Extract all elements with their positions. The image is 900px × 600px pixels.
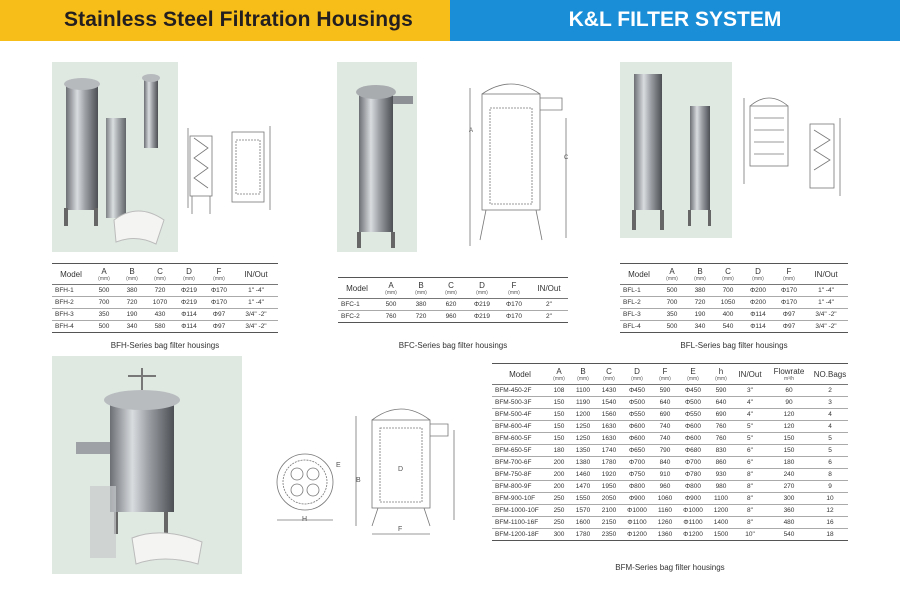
bfc-header-a: A (mm) bbox=[376, 278, 406, 299]
table-cell: 250 bbox=[548, 517, 570, 529]
table-cell: 8 bbox=[812, 469, 848, 481]
table-row bbox=[492, 409, 848, 421]
table-row bbox=[52, 321, 278, 333]
table-cell: 5" bbox=[734, 433, 766, 445]
table-cell: 960 bbox=[652, 481, 678, 493]
table-cell: 1200 bbox=[570, 409, 596, 421]
table-cell: 250 bbox=[548, 505, 570, 517]
table-cell: BFC-2 bbox=[338, 311, 376, 323]
table-row bbox=[492, 481, 848, 493]
table-cell: Φ800 bbox=[622, 481, 652, 493]
table-cell: 500 bbox=[658, 285, 686, 297]
table-cell: 6 bbox=[812, 457, 848, 469]
bfh-header-d: D (mm) bbox=[174, 264, 204, 285]
table-cell: 150 bbox=[766, 433, 812, 445]
table-cell: 1400 bbox=[708, 517, 734, 529]
table-cell: 2" bbox=[530, 311, 568, 323]
table-cell: 1070 bbox=[146, 297, 174, 309]
table-cell: 5 bbox=[812, 433, 848, 445]
table-cell: 640 bbox=[652, 397, 678, 409]
table-cell: 500 bbox=[658, 321, 686, 333]
table-cell: 1380 bbox=[570, 457, 596, 469]
table-cell: 720 bbox=[118, 297, 146, 309]
table-cell: 1360 bbox=[652, 529, 678, 541]
table-cell: 700 bbox=[714, 285, 742, 297]
table-cell: 1570 bbox=[570, 505, 596, 517]
bfl-product-photo bbox=[620, 62, 732, 238]
table-cell: 540 bbox=[714, 321, 742, 333]
bfl-header-in-out: IN/Out bbox=[804, 264, 848, 285]
label-d: D bbox=[398, 466, 404, 473]
bfl-technical-drawing bbox=[740, 88, 846, 204]
table-cell: 1500 bbox=[708, 529, 734, 541]
bfl-spec-table bbox=[620, 263, 848, 333]
table-cell: 1060 bbox=[652, 493, 678, 505]
table-cell: 1250 bbox=[570, 421, 596, 433]
bfh-technical-drawing bbox=[184, 118, 276, 220]
table-cell: 10" bbox=[734, 529, 766, 541]
table-cell: BFL-1 bbox=[620, 285, 658, 297]
table-row bbox=[492, 505, 848, 517]
table-cell: Φ780 bbox=[678, 469, 708, 481]
table-cell: 6" bbox=[734, 457, 766, 469]
table-cell: 1200 bbox=[708, 505, 734, 517]
bfh-header-model: Model bbox=[52, 264, 90, 285]
table-cell: 430 bbox=[146, 309, 174, 321]
table-cell: 500 bbox=[90, 285, 118, 297]
bfm-header-in-out: IN/Out bbox=[734, 364, 766, 385]
table-cell: Φ700 bbox=[622, 457, 652, 469]
bfc-header-f: F (mm) bbox=[498, 278, 530, 299]
table-cell: 350 bbox=[90, 309, 118, 321]
bfc-header-model: Model bbox=[338, 278, 376, 299]
table-cell: 540 bbox=[766, 529, 812, 541]
table-cell: 200 bbox=[548, 481, 570, 493]
table-cell: 200 bbox=[548, 457, 570, 469]
table-cell: 760 bbox=[708, 421, 734, 433]
table-cell: 1780 bbox=[596, 457, 622, 469]
table-cell: Φ200 bbox=[742, 297, 774, 309]
table-cell: 1" -4" bbox=[234, 285, 278, 297]
table-cell: 180 bbox=[766, 457, 812, 469]
table-cell: Φ170 bbox=[204, 297, 234, 309]
table-cell: BFL-2 bbox=[620, 297, 658, 309]
table-cell: 8" bbox=[734, 481, 766, 493]
table-cell: 380 bbox=[686, 285, 714, 297]
table-cell: 830 bbox=[708, 445, 734, 457]
table-cell: 930 bbox=[708, 469, 734, 481]
table-row bbox=[620, 321, 848, 333]
table-cell: 120 bbox=[766, 409, 812, 421]
table-cell: Φ170 bbox=[498, 311, 530, 323]
label-c: C bbox=[564, 155, 569, 161]
table-cell: 760 bbox=[708, 433, 734, 445]
table-cell: Φ219 bbox=[466, 299, 498, 311]
table-cell: Φ800 bbox=[678, 481, 708, 493]
table-cell: 190 bbox=[686, 309, 714, 321]
bfl-header-c: C (mm) bbox=[714, 264, 742, 285]
table-cell: Φ97 bbox=[774, 321, 804, 333]
table-cell: 700 bbox=[90, 297, 118, 309]
table-cell: Φ650 bbox=[622, 445, 652, 457]
table-cell: 4 bbox=[812, 421, 848, 433]
table-cell: 150 bbox=[548, 421, 570, 433]
table-row bbox=[492, 385, 848, 397]
table-cell: Φ114 bbox=[174, 321, 204, 333]
table-cell: Φ700 bbox=[678, 457, 708, 469]
table-cell: 180 bbox=[548, 445, 570, 457]
table-cell: 270 bbox=[766, 481, 812, 493]
table-cell: 1430 bbox=[596, 385, 622, 397]
table-cell: BFH-1 bbox=[52, 285, 90, 297]
table-cell: 16 bbox=[812, 517, 848, 529]
bfl-header-f: F (mm) bbox=[774, 264, 804, 285]
table-cell: 400 bbox=[714, 309, 742, 321]
table-cell: 480 bbox=[766, 517, 812, 529]
table-cell: BFC-1 bbox=[338, 299, 376, 311]
table-cell: 690 bbox=[652, 409, 678, 421]
table-cell: 1" -4" bbox=[804, 285, 848, 297]
table-row bbox=[52, 309, 278, 321]
table-cell: 1" -4" bbox=[804, 297, 848, 309]
table-cell: 12 bbox=[812, 505, 848, 517]
table-cell: 840 bbox=[652, 457, 678, 469]
bfm-top-view-drawing bbox=[271, 446, 343, 526]
table-cell: 1550 bbox=[570, 493, 596, 505]
table-cell: 240 bbox=[766, 469, 812, 481]
table-cell: 190 bbox=[118, 309, 146, 321]
table-cell: Φ900 bbox=[678, 493, 708, 505]
bfm-side-view-drawing bbox=[348, 390, 468, 540]
table-cell: 1050 bbox=[714, 297, 742, 309]
table-cell: 5 bbox=[812, 445, 848, 457]
table-cell: 500 bbox=[376, 299, 406, 311]
table-cell: 1600 bbox=[570, 517, 596, 529]
table-cell: 1470 bbox=[570, 481, 596, 493]
table-cell: 690 bbox=[708, 409, 734, 421]
table-cell: BFM-1200-18F bbox=[492, 529, 548, 541]
table-cell: 1630 bbox=[596, 421, 622, 433]
table-cell: 910 bbox=[652, 469, 678, 481]
table-row bbox=[492, 445, 848, 457]
table-cell: 2050 bbox=[596, 493, 622, 505]
table-cell: Φ550 bbox=[622, 409, 652, 421]
bfc-caption: BFC-Series bag filter housings bbox=[398, 341, 508, 350]
table-cell: 150 bbox=[548, 433, 570, 445]
table-cell: 580 bbox=[146, 321, 174, 333]
table-cell: Φ219 bbox=[174, 285, 204, 297]
bfl-header-a: A (mm) bbox=[658, 264, 686, 285]
table-cell: Φ600 bbox=[622, 421, 652, 433]
table-cell: 60 bbox=[766, 385, 812, 397]
table-cell: 500 bbox=[90, 321, 118, 333]
table-cell: BFL-4 bbox=[620, 321, 658, 333]
table-row bbox=[492, 493, 848, 505]
table-cell: 9 bbox=[812, 481, 848, 493]
table-row bbox=[492, 529, 848, 541]
table-cell: 3/4" -2" bbox=[234, 309, 278, 321]
bfc-header-c: C (mm) bbox=[436, 278, 466, 299]
table-cell: 300 bbox=[548, 529, 570, 541]
table-cell: 740 bbox=[652, 433, 678, 445]
table-row bbox=[52, 285, 278, 297]
bfm-header-model: Model bbox=[492, 364, 548, 385]
table-cell: Φ97 bbox=[204, 309, 234, 321]
table-cell: 1920 bbox=[596, 469, 622, 481]
table-cell: 1740 bbox=[596, 445, 622, 457]
table-cell: 150 bbox=[548, 397, 570, 409]
table-cell: Φ500 bbox=[678, 397, 708, 409]
table-cell: 3/4" -2" bbox=[804, 309, 848, 321]
table-cell: Φ900 bbox=[622, 493, 652, 505]
table-cell: BFL-3 bbox=[620, 309, 658, 321]
table-cell: 8" bbox=[734, 493, 766, 505]
table-cell: BFM-900-10F bbox=[492, 493, 548, 505]
table-cell: Φ97 bbox=[204, 321, 234, 333]
table-cell: 590 bbox=[652, 385, 678, 397]
bfh-header-b: B (mm) bbox=[118, 264, 146, 285]
table-cell: 1160 bbox=[652, 505, 678, 517]
bfc-spec-table bbox=[338, 277, 568, 323]
label-b: B bbox=[356, 477, 361, 484]
table-cell: Φ97 bbox=[774, 309, 804, 321]
table-cell: 8" bbox=[734, 505, 766, 517]
table-cell: 380 bbox=[118, 285, 146, 297]
table-cell: 1560 bbox=[596, 409, 622, 421]
table-cell: 640 bbox=[708, 397, 734, 409]
bfc-header-d: D (mm) bbox=[466, 278, 498, 299]
table-cell: Φ1200 bbox=[678, 529, 708, 541]
table-cell: Φ1200 bbox=[622, 529, 652, 541]
table-cell: 2150 bbox=[596, 517, 622, 529]
bfh-caption: BFH-Series bag filter housings bbox=[110, 341, 220, 350]
table-cell: 1100 bbox=[570, 385, 596, 397]
bfl-header-model: Model bbox=[620, 264, 658, 285]
table-cell: Φ450 bbox=[622, 385, 652, 397]
bfh-spec-table bbox=[52, 263, 278, 333]
table-cell: 150 bbox=[548, 409, 570, 421]
table-row bbox=[338, 311, 568, 323]
table-cell: Φ450 bbox=[678, 385, 708, 397]
page-title: Stainless Steel Filtration Housings bbox=[64, 8, 413, 31]
table-cell: 8" bbox=[734, 517, 766, 529]
table-cell: 700 bbox=[658, 297, 686, 309]
bfl-header-d: D (mm) bbox=[742, 264, 774, 285]
table-cell: 1630 bbox=[596, 433, 622, 445]
label-a: A bbox=[469, 128, 474, 134]
table-cell: 720 bbox=[406, 311, 436, 323]
table-cell: 4" bbox=[734, 409, 766, 421]
table-cell: 2 bbox=[812, 385, 848, 397]
bfc-technical-drawing bbox=[462, 68, 572, 252]
table-cell: 10 bbox=[812, 493, 848, 505]
table-cell: 5" bbox=[734, 421, 766, 433]
table-cell: BFM-600-4F bbox=[492, 421, 548, 433]
bfm-product-photo bbox=[52, 356, 242, 574]
brand-title: K&L FILTER SYSTEM bbox=[568, 8, 782, 31]
table-cell: 8" bbox=[734, 469, 766, 481]
bfm-header-c: C (mm) bbox=[596, 364, 622, 385]
table-cell: 250 bbox=[548, 493, 570, 505]
bfh-header-a: A (mm) bbox=[90, 264, 118, 285]
table-row bbox=[620, 309, 848, 321]
table-cell: 3" bbox=[734, 385, 766, 397]
table-cell: 4 bbox=[812, 409, 848, 421]
table-cell: 3 bbox=[812, 397, 848, 409]
table-cell: 2350 bbox=[596, 529, 622, 541]
table-cell: 200 bbox=[548, 469, 570, 481]
header-band-right bbox=[450, 0, 900, 41]
bfm-header-no-bags: NO.Bags bbox=[812, 364, 848, 385]
bfh-header-c: C (mm) bbox=[146, 264, 174, 285]
table-cell: Φ170 bbox=[774, 285, 804, 297]
table-cell: Φ600 bbox=[622, 433, 652, 445]
table-cell: BFH-4 bbox=[52, 321, 90, 333]
table-cell: 1540 bbox=[596, 397, 622, 409]
bfc-header-b: B (mm) bbox=[406, 278, 436, 299]
table-cell: 360 bbox=[766, 505, 812, 517]
table-cell: 1950 bbox=[596, 481, 622, 493]
bfc-header-in-out: IN/Out bbox=[530, 278, 568, 299]
table-cell: 350 bbox=[658, 309, 686, 321]
bfm-header-b: B (mm) bbox=[570, 364, 596, 385]
table-cell: Φ170 bbox=[774, 297, 804, 309]
table-cell: 150 bbox=[766, 445, 812, 457]
table-cell: Φ219 bbox=[174, 297, 204, 309]
table-cell: Φ170 bbox=[204, 285, 234, 297]
table-cell: 2100 bbox=[596, 505, 622, 517]
table-cell: 980 bbox=[708, 481, 734, 493]
bfc-product-photo bbox=[337, 62, 417, 252]
table-cell: Φ680 bbox=[678, 445, 708, 457]
bfl-header-b: B (mm) bbox=[686, 264, 714, 285]
table-cell: 1" -4" bbox=[234, 297, 278, 309]
table-cell: BFM-1000-10F bbox=[492, 505, 548, 517]
bfm-caption: BFM-Series bag filter housings bbox=[615, 563, 725, 572]
table-cell: 1100 bbox=[708, 493, 734, 505]
table-cell: 720 bbox=[686, 297, 714, 309]
table-cell: BFM-700-6F bbox=[492, 457, 548, 469]
table-cell: 3/4" -2" bbox=[804, 321, 848, 333]
table-cell: 340 bbox=[686, 321, 714, 333]
table-cell: 2" bbox=[530, 299, 568, 311]
bfh-product-photo bbox=[52, 62, 178, 252]
table-cell: Φ750 bbox=[622, 469, 652, 481]
table-cell: 740 bbox=[652, 421, 678, 433]
table-cell: Φ500 bbox=[622, 397, 652, 409]
table-cell: BFM-450-2F bbox=[492, 385, 548, 397]
table-cell: 120 bbox=[766, 421, 812, 433]
table-cell: Φ550 bbox=[678, 409, 708, 421]
table-cell: Φ1100 bbox=[622, 517, 652, 529]
table-cell: 860 bbox=[708, 457, 734, 469]
table-row bbox=[492, 397, 848, 409]
table-cell: Φ600 bbox=[678, 421, 708, 433]
table-cell: Φ200 bbox=[742, 285, 774, 297]
table-row bbox=[492, 469, 848, 481]
table-row bbox=[52, 297, 278, 309]
table-cell: 300 bbox=[766, 493, 812, 505]
table-cell: Φ114 bbox=[742, 321, 774, 333]
table-cell: 18 bbox=[812, 529, 848, 541]
table-row bbox=[492, 517, 848, 529]
table-cell: 620 bbox=[436, 299, 466, 311]
table-cell: 1190 bbox=[570, 397, 596, 409]
table-row bbox=[620, 285, 848, 297]
table-cell: Φ114 bbox=[174, 309, 204, 321]
table-cell: Φ1000 bbox=[622, 505, 652, 517]
table-cell: 790 bbox=[652, 445, 678, 457]
bfh-header-in-out: IN/Out bbox=[234, 264, 278, 285]
table-cell: 340 bbox=[118, 321, 146, 333]
table-cell: 4" bbox=[734, 397, 766, 409]
table-row bbox=[338, 299, 568, 311]
table-cell: 760 bbox=[376, 311, 406, 323]
table-cell: 380 bbox=[406, 299, 436, 311]
table-row bbox=[492, 457, 848, 469]
bfm-header-e: E (mm) bbox=[678, 364, 708, 385]
table-row bbox=[620, 297, 848, 309]
label-f: F bbox=[398, 526, 403, 533]
table-cell: BFM-800-9F bbox=[492, 481, 548, 493]
table-cell: BFM-750-8F bbox=[492, 469, 548, 481]
table-cell: 590 bbox=[708, 385, 734, 397]
table-cell: 1350 bbox=[570, 445, 596, 457]
bfh-header-f: F (mm) bbox=[204, 264, 234, 285]
bfm-header-f: F (mm) bbox=[652, 364, 678, 385]
table-cell: 6" bbox=[734, 445, 766, 457]
table-cell: 1780 bbox=[570, 529, 596, 541]
label-e: E bbox=[336, 462, 341, 469]
table-cell: BFM-500-3F bbox=[492, 397, 548, 409]
table-cell: Φ170 bbox=[498, 299, 530, 311]
table-cell: Φ1100 bbox=[678, 517, 708, 529]
label-h: H bbox=[302, 516, 308, 523]
table-cell: 1250 bbox=[570, 433, 596, 445]
table-cell: 3/4" -2" bbox=[234, 321, 278, 333]
bfm-spec-table bbox=[492, 363, 848, 541]
table-cell: Φ600 bbox=[678, 433, 708, 445]
bfm-header-h: h (mm) bbox=[708, 364, 734, 385]
header-band-left bbox=[0, 0, 450, 41]
table-row bbox=[492, 421, 848, 433]
table-cell: BFH-3 bbox=[52, 309, 90, 321]
table-row bbox=[492, 433, 848, 445]
table-cell: 720 bbox=[146, 285, 174, 297]
table-cell: Φ1000 bbox=[678, 505, 708, 517]
table-cell: BFM-650-5F bbox=[492, 445, 548, 457]
table-cell: 108 bbox=[548, 385, 570, 397]
table-cell: 960 bbox=[436, 311, 466, 323]
table-cell: BFM-1100-16F bbox=[492, 517, 548, 529]
table-cell: 1460 bbox=[570, 469, 596, 481]
table-cell: 90 bbox=[766, 397, 812, 409]
table-cell: BFH-2 bbox=[52, 297, 90, 309]
table-cell: BFM-600-5F bbox=[492, 433, 548, 445]
table-cell: Φ219 bbox=[466, 311, 498, 323]
bfm-header-a: A (mm) bbox=[548, 364, 570, 385]
bfm-header-flowrate: Flowrate m³/h bbox=[766, 364, 812, 385]
table-cell: 1260 bbox=[652, 517, 678, 529]
table-cell: Φ114 bbox=[742, 309, 774, 321]
table-cell: BFM-500-4F bbox=[492, 409, 548, 421]
bfl-caption: BFL-Series bag filter housings bbox=[680, 341, 788, 350]
bfm-header-d: D (mm) bbox=[622, 364, 652, 385]
